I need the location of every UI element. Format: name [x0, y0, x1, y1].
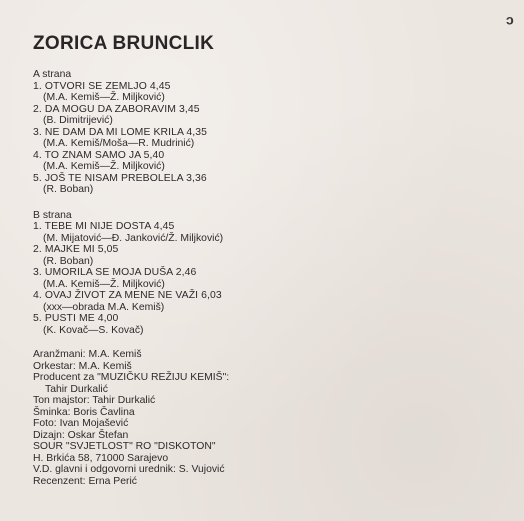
- track-credit: (R. Boban): [43, 255, 94, 267]
- track-title: 2. DA MOGU DA ZABORAVIM 3,45: [33, 103, 200, 115]
- track-credit: (M.A. Kemiš—Ž. Miljković): [43, 278, 165, 290]
- track-title: 4. TO ZNAM SAMO JA 5,40: [33, 149, 165, 161]
- side-b: [33, 210, 503, 337]
- track-credit: (M.A. Kemiš—Ž. Miljković): [43, 161, 165, 172]
- track-title: 5. JOŠ TE NISAM PREBOLELA 3,36: [33, 172, 207, 184]
- track-credit: (M. Mijatović—Đ. Janković/Ž. Miljković): [43, 232, 224, 244]
- track-item: [33, 313, 503, 336]
- track-item: [33, 221, 503, 244]
- credit-makeup: Šminka: Boris Čavlina: [33, 406, 135, 418]
- track-item: [33, 81, 503, 104]
- track-credit: (xxx—obrada M.A. Kemiš): [43, 301, 165, 313]
- production-credits: [33, 349, 503, 487]
- album-artist-title: ZORICA BRUNCLIK: [33, 33, 215, 54]
- side-b-label: B strana: [33, 209, 72, 221]
- track-item: [33, 290, 503, 313]
- credit-reviewer: Recenzent: Erna Perić: [33, 475, 137, 487]
- credit-address: H. Brkića 58, 71000 Sarajevo: [33, 452, 169, 464]
- credit-design: Dizajn: Oskar Štefan: [33, 429, 129, 441]
- credit-photo: Foto: Ivan Mojašević: [33, 418, 129, 429]
- track-item: [33, 267, 503, 290]
- track-credit: (B. Dimitrijević): [43, 115, 113, 126]
- track-item: [33, 150, 503, 173]
- track-credit: (M.A. Kemiš/Moša—R. Mudrinić): [43, 138, 195, 149]
- credit-editor: V.D. glavni i odgovorni urednik: S. Vujović: [33, 464, 225, 475]
- track-item: [33, 104, 503, 127]
- track-credit: (R. Boban): [43, 184, 94, 195]
- track-title: 1. TEBE MI NIJE DOSTA 4,45: [33, 221, 175, 232]
- track-item: [33, 244, 503, 267]
- credit-producer-name: Tahir Durkalić: [45, 383, 108, 395]
- track-title: 4. OVAJ ŽIVOT ZA MENE NE VAŽI 6,03: [33, 290, 222, 301]
- credit-producer-label: Producent za "MUZIČKU REŽIJU KEMIŠ":: [33, 372, 230, 383]
- side-a-tracks: [33, 81, 503, 196]
- track-title: 5. PUSTI ME 4,00: [33, 313, 119, 324]
- track-credit: (M.A. Kemiš—Ž. Miljković): [43, 92, 165, 103]
- side-a: [33, 69, 503, 196]
- side-b-tracks: [33, 221, 503, 336]
- tracklist-content: [33, 69, 503, 487]
- credit-sound-engineer: Ton majstor: Tahir Durkalić: [33, 395, 156, 406]
- track-credit: (K. Kovač—S. Kovač): [43, 324, 144, 336]
- track-item: [33, 127, 503, 150]
- side-a-label: A strana: [33, 69, 72, 80]
- credit-arrangements: Aranžmani: M.A. Kemiš: [33, 349, 142, 360]
- corner-mark: c: [506, 14, 514, 30]
- track-title: 2. MAJKE MI 5,05: [33, 244, 119, 255]
- track-title: 3. NE DAM DA MI LOME KRILA 4,35: [33, 126, 208, 138]
- track-item: [33, 173, 503, 196]
- track-title: 1. OTVORI SE ZEMLJO 4,45: [33, 80, 171, 92]
- track-title: 3. UMORILA SE MOJA DUŠA 2,46: [33, 267, 197, 278]
- credit-orchestra: Orkestar: M.A. Kemiš: [33, 360, 132, 372]
- credit-publisher: SOUR "SVJETLOST" RO "DISKOTON": [33, 441, 216, 452]
